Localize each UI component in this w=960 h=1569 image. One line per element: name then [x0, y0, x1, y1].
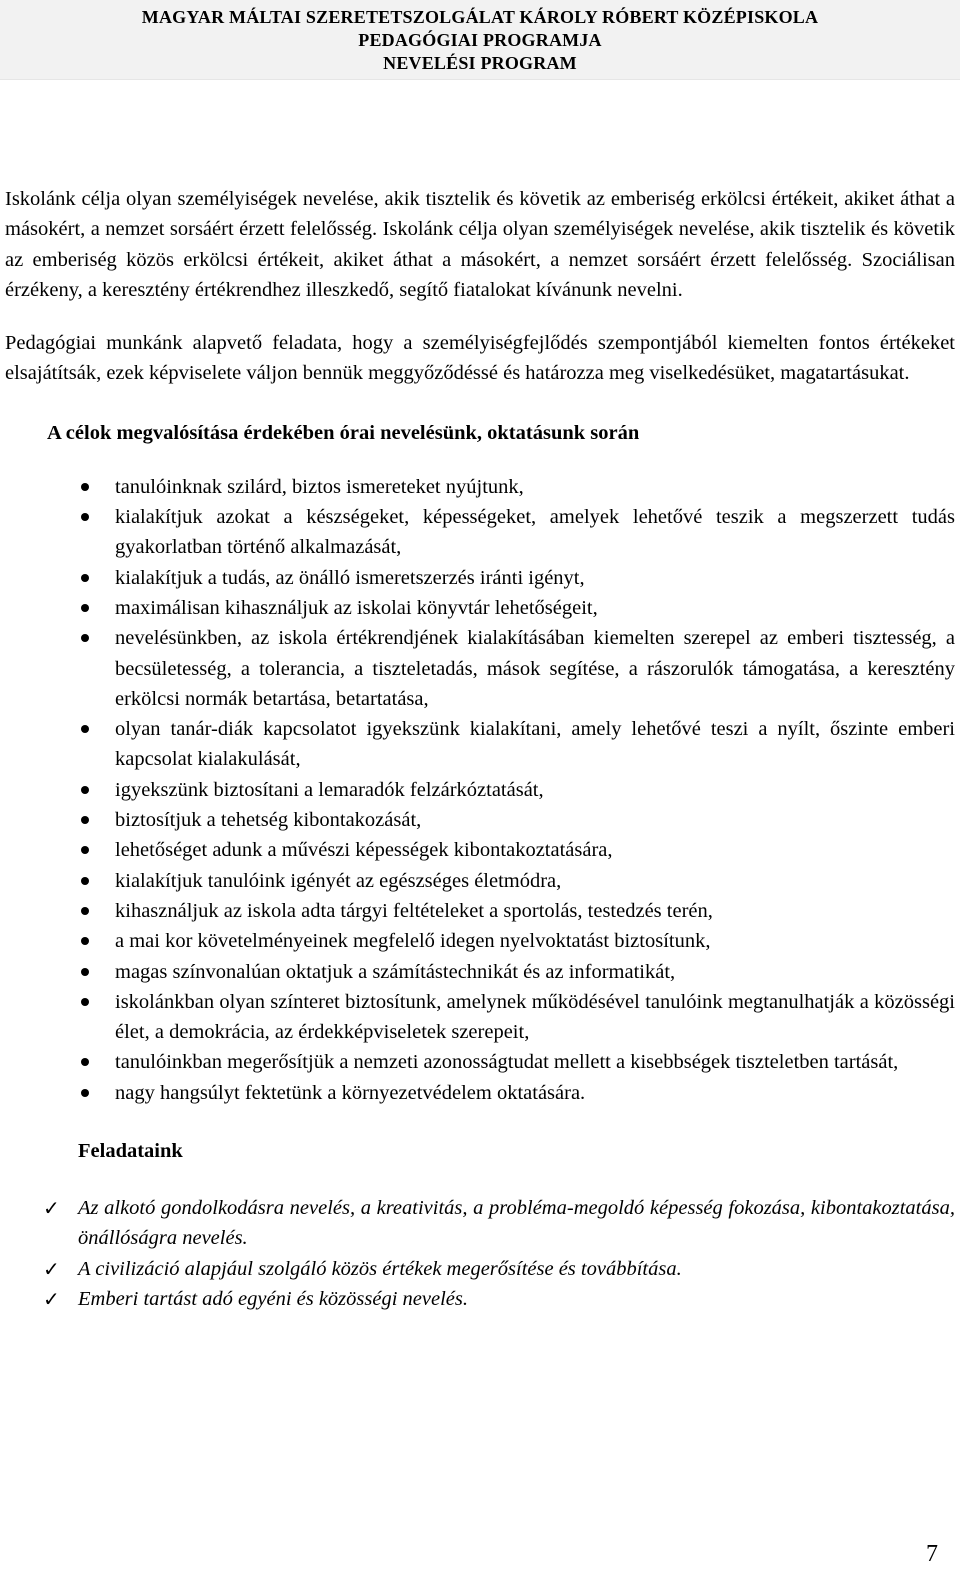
goal-item: nagy hangsúlyt fektetünk a környezetvédelem oktatására. [5, 1078, 955, 1108]
goal-item: tanulóinkban megerősítjük a nemzeti azonosságtudat mellett a kisebbségek tiszteletben tartását, [5, 1047, 955, 1077]
goal-item: magas színvonalúan oktatjuk a számítástechnikát és az informatikát, [5, 957, 955, 987]
task-item [5, 1193, 955, 1254]
task-item [5, 1254, 955, 1284]
goal-item: kihasználjuk az iskola adta tárgyi feltételeket a sportolás, testedzés terén, [5, 896, 955, 926]
task-item [5, 1284, 955, 1314]
checkmark-icon: ✓ [43, 1286, 60, 1311]
goal-item: kialakítjuk a tudás, az önálló ismeretszerzés iránti igényt, [5, 563, 955, 593]
task-item-text: A civilizáció alapjául szolgáló közös értékek megerősítése és továbbítása. [78, 1257, 682, 1280]
goal-item: tanulóinknak szilárd, biztos ismereteket nyújtunk, [5, 472, 955, 502]
header-school-name: MAGYAR MÁLTAI SZERETETSZOLGÁLAT KÁROLY RÓBERT KÖZÉPISKOLA [141, 7, 819, 27]
checkmark-icon: ✓ [43, 1196, 60, 1221]
goal-item: iskolánkban olyan színteret biztosítunk, amelynek működésével tanulóink megtanulhatják a közösségi élet, a demokrácia, az érdekképviseletek szerepeit, [5, 987, 955, 1048]
goal-item: a mai kor követelményeinek megfelelő idegen nyelvoktatást biztosítunk, [5, 926, 955, 956]
goal-item: nevelésünkben, az iskola értékrendjének kialakításában kiemelten szerepel az emberi tisztesség, a becsületesség, a tolerancia, a tiszteletadás, mások segítése, a rászorulók támogatása, a keresztény erkölcsi normák betartása, betartatása, [5, 623, 955, 714]
goals-heading: A célok megvalósítása érdekében órai nevelésünk, oktatásunk során [47, 421, 640, 444]
goals-list [5, 472, 955, 1108]
goal-item: maximálisan kihasználjuk az iskolai könyvtár lehetőségeit, [5, 593, 955, 623]
goal-item: kialakítjuk tanulóink igényét az egészséges életmódra, [5, 866, 955, 896]
header-document-title: PEDAGÓGIAI PROGRAMJA [358, 30, 602, 50]
page-header [0, 0, 960, 80]
goal-item: kialakítjuk azokat a készségeket, képességeket, amelyek lehetővé teszik a megszerzett tudás gyakorlatban történő alkalmazását, [5, 502, 955, 563]
header-section-title: NEVELÉSI PROGRAM [383, 53, 577, 73]
tasks-heading: Feladataink [78, 1140, 183, 1163]
goal-item: igyekszünk biztosítani a lemaradók felzárkóztatását, [5, 775, 955, 805]
goal-item: biztosítjuk a tehetség kibontakozását, [5, 805, 955, 835]
document-body [5, 184, 955, 1314]
tasks-list [5, 1193, 955, 1314]
task-item-text: Az alkotó gondolkodásra nevelés, a kreativitás, a probléma-megoldó képesség fokozása, kibontakoztatása, önállóságra nevelés. [78, 1197, 955, 1250]
task-paragraph: Pedagógiai munkánk alapvető feladata, hogy a személyiségfejlődés szempontjából kiemelten fontos értékeket elsajátítsák, ezek képviselete váljon bennük meggyőződéssé és határozza meg viselkedésüket, magatartásukat. [5, 332, 955, 385]
goal-item: lehetőséget adunk a művészi képességek kibontakoztatására, [5, 835, 955, 865]
intro-paragraph: Iskolánk célja olyan személyiségek nevelése, akik tisztelik és követik az emberiség erkölcsi értékeit, akiket áthat a másokért, a nemzet sorsáért érzett felelősség. Iskolánk célja olyan személyiségek nevelése, akik tisztelik és követik az emberiség közös erkölcsi értékeit, akiket áthat a másokért, a nemzet sorsáért érzett felelősség. Szociálisan érzékeny, a keresztény értékrendhez illeszkedő, segítő fiatalokat kívánunk nevelni. [5, 188, 955, 301]
page-number: 7 [926, 1541, 938, 1567]
checkmark-icon: ✓ [43, 1256, 60, 1281]
goal-item: olyan tanár-diák kapcsolatot igyekszünk kialakítani, amely lehetővé teszi a nyílt, őszinte emberi kapcsolat kialakulását, [5, 714, 955, 775]
task-item-text: Emberi tartást adó egyéni és közösségi nevelés. [78, 1287, 468, 1310]
